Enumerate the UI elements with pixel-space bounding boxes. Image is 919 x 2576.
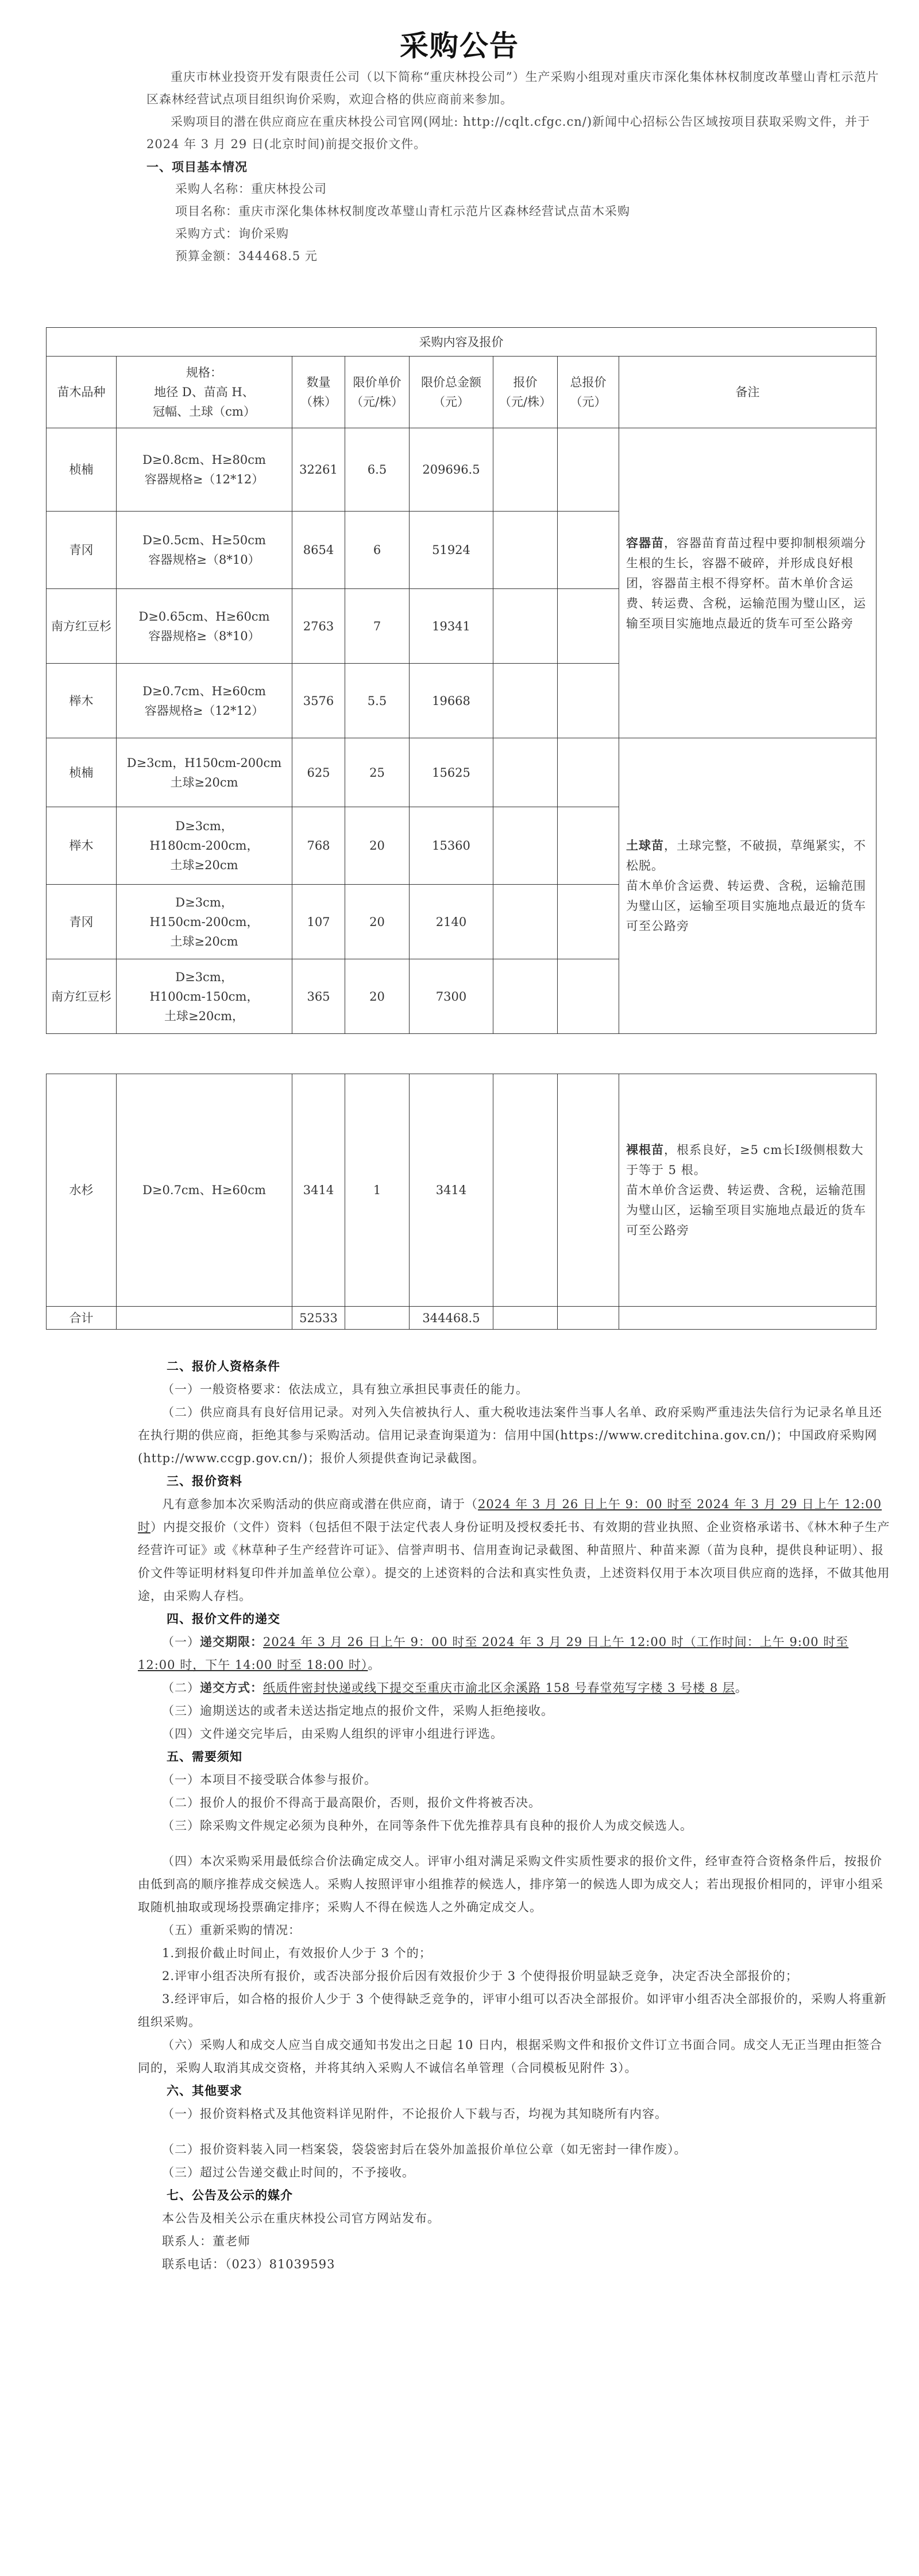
project-name: 项目名称：重庆市深化集体林权制度改革璧山青杠示范片区森林经营试点苗木采购 (175, 204, 630, 218)
cell-unit: 1 (345, 1074, 410, 1307)
section-heading-6: 六、其他要求 (167, 2083, 242, 2098)
intro-paragraph-1: 重庆市林业投资开发有限责任公司（以下简称“重庆林投公司”）生产采购小组现对重庆市深化集体林权制度改革璧山青杠示范片区森林经营试点项目组织询价采购，欢迎合格的供应商前来参加。 (146, 70, 879, 106)
remark-soil-text: ，土球完整，不破损，草绳紧实，不松脱。 苗木单价含运费、转运费、含税，运输范围为璧山区，运输至项目实施地点最近的货车可至公路旁 (626, 839, 866, 933)
table-sum-row (47, 1307, 876, 1330)
remark-container-seedling (619, 428, 876, 738)
qualification-2: （二）供应商具有良好信用记录。对列入失信被执行人、重大税收违法案件当事人名单、政府采购严重违法失信行为记录名单且还在执行期的供应商，拒绝其参与采购活动。信用记录查询渠道为：信用中国(https://www.creditchina.gov.cn/)；中国政府采购网(http://www.ccgp.gov.cn/)；报价人须提供查询记录截图。 (138, 1405, 882, 1465)
remark-bare-root-seedling (619, 1074, 876, 1307)
cell-offer-unit[interactable] (493, 664, 558, 738)
cell-unit: 6.5 (345, 428, 410, 512)
cell-total: 51924 (410, 512, 493, 589)
intro-section (146, 66, 887, 268)
cell-spec: D≥0.8cm、H≥80cm 容器规格≥（12*12） (117, 428, 292, 512)
cell-spec: D≥3cm， H180cm-200cm， 土球≥20cm (117, 807, 292, 885)
cell-offer-unit[interactable] (493, 428, 558, 512)
cell-spec: D≥0.5cm、H≥50cm 容器规格≥（8*10） (117, 512, 292, 589)
table-row (47, 1074, 876, 1307)
body-section (138, 1355, 890, 2276)
remark-container-text: ，容器苗育苗过程中要抑制根须端分生根的生长，容器不破碎，并形成良好根团，容器苗主根不得穿杯。苗木单价含运费、转运费、含税，运输范围为璧山区，运输至项目实施地点最近的货车可至公路旁 (626, 536, 866, 630)
cell-offer-total[interactable] (558, 738, 619, 807)
qualification-1: （一）一般资格要求：依法成立，具有独立承担民事责任的能力。 (162, 1382, 528, 1396)
cell-qty: 8654 (292, 512, 345, 589)
header-offer-total: 总报价 （元） (558, 357, 619, 428)
cell-unit: 6 (345, 512, 410, 589)
table-row (47, 738, 876, 807)
notice-5-item-1: 1.到报价截止时间止，有效报价人少于 3 个的； (162, 1946, 432, 1960)
cell-total: 2140 (410, 885, 493, 959)
media-notice: 本公告及相关公示在重庆林投公司官方网站发布。 (162, 2211, 440, 2225)
other-1: （一）报价资料格式及其他资料详见附件，不论报价人下载与否，均视为其知晓所有内容。 (162, 2107, 667, 2121)
other-2: （二）报价资料装入同一档案袋，袋袋密封后在袋外加盖报价单位公章（如无密封一律作废）。 (162, 2143, 687, 2156)
cell-offer-total[interactable] (558, 959, 619, 1034)
section-heading-7: 七、公告及公示的媒介 (167, 2188, 293, 2202)
header-remark: 备注 (619, 357, 876, 428)
cell-qty: 625 (292, 738, 345, 807)
remark-bare-label: 裸根苗 (626, 1142, 664, 1157)
submission-review: （四）文件递交完毕后，由采购人组织的评审小组进行评选。 (162, 1727, 503, 1741)
cell-spec: D≥0.7cm、H≥60cm 容器规格≥（12*12） (117, 664, 292, 738)
section-heading-2: 二、报价人资格条件 (167, 1359, 280, 1373)
cell-offer-total[interactable] (558, 885, 619, 959)
cell-offer-total[interactable] (558, 428, 619, 512)
cell-spec: D≥3cm，H150cm-200cm 土球≥20cm (117, 738, 292, 807)
procurement-table-continued (46, 1074, 876, 1330)
cell-spec: D≥0.65cm、H≥60cm 容器规格≥（8*10） (117, 589, 292, 664)
cell-offer-unit[interactable] (493, 807, 558, 885)
section-heading-1: 一、项目基本情况 (146, 160, 248, 174)
cell-qty: 3414 (292, 1074, 345, 1307)
cell-species: 桢楠 (47, 428, 117, 512)
header-spec: 规格： 地径 D、苗高 H、 冠幅、土球（cm） (117, 357, 292, 428)
notice-5: （五）重新采购的情况： (162, 1923, 301, 1937)
submission-method: （二）递交方式：纸质件密封快递或线下提交至重庆市渝北区余溪路 158 号春堂苑写字楼 3 号楼 8 层。 (162, 1680, 748, 1695)
notice-1: （一）本项目不接受联合体参与报价。 (162, 1773, 377, 1787)
remark-container-label: 容器苗 (626, 535, 664, 550)
cell-total: 19341 (410, 589, 493, 664)
notice-5-item-3: 3.经评审后，如合格的报价人少于 3 个使得缺乏竞争的，评审小组可以否决全部报价。如评审小组否决全部报价的，采购人将重新组织采购。 (138, 1992, 887, 2029)
cell-species: 水杉 (47, 1074, 117, 1307)
cell-qty: 365 (292, 959, 345, 1034)
cell-qty: 768 (292, 807, 345, 885)
cell-species: 榉木 (47, 664, 117, 738)
cell-qty: 107 (292, 885, 345, 959)
section-heading-4: 四、报价文件的递交 (167, 1612, 280, 1626)
cell-unit: 25 (345, 738, 410, 807)
intro-paragraph-2: 采购项目的潜在供应商应在重庆林投公司官网(网址: http://cqlt.cfgc.cn/)新闻中心招标公告区域按项目获取采购文件，并于 2024 年 3 月 29 日(北京时间)前提交报价文件。 (146, 115, 871, 151)
notice-2: （二）报价人的报价不得高于最高限价，否则，报价文件将被否决。 (162, 1796, 541, 1810)
cell-total: 15360 (410, 807, 493, 885)
materials-paragraph: 凡有意参加本次采购活动的供应商或潜在供应商，请于（2024 年 3 月 26 日上午 9：00 时至 2024 年 3 月 29 日上午 12:00 时）内提交报价（文件）资料（包括但不限于法定代表人身份证明及授权委托书、有效期的营业执照、企业资格承诺书、《林木种子生产经营许可证》或《林草种子生产经营许可证》、信誉声明书、信用查询记录截图、种苗照片、种苗来源（苗为良种，提供良种证明）、报价文件等证明材料复印件并加盖单位公章）。提交的上述资料的合法和真实性负责，上述资料仅用于本次项目供应商的选择，不做其他用途，由采购人存档。 (138, 1497, 890, 1603)
cell-unit: 20 (345, 959, 410, 1034)
cell-spec: D≥0.7cm、H≥60cm (117, 1074, 292, 1307)
cell-qty: 2763 (292, 589, 345, 664)
contact-person: 联系人：董老师 (162, 2234, 250, 2248)
remark-bare-text: ，根系良好，≥5 cm长Ⅰ级侧根数大于等于 5 根。 苗木单价含运费、转运费、含税，运输范围为璧山区，运输至项目实施地点最近的货车可至公路旁 (626, 1143, 866, 1237)
cell-unit: 5.5 (345, 664, 410, 738)
procurement-table (46, 327, 876, 1034)
cell-unit: 20 (345, 807, 410, 885)
notice-4: （四）本次采购采用最低综合价法确定成交人。评审小组对满足采购文件实质性要求的报价文件，经审查符合资格条件后，按报价由低到高的顺序推荐成交候选人。采购人按照评审小组推荐的候选人，排序第一的候选人即为成交人；若出现报价相同的，评审小组采取随机抽取或现场投票确定排序；采购人不得在候选人之外确定成交人。 (138, 1854, 883, 1914)
notice-3: （三）除采购文件规定必须为良种外，在同等条件下优先推荐具有良种的报价人为成交候选人。 (162, 1819, 693, 1833)
notice-6: （六）采购人和成交人应当自成交通知书发出之日起 10 日内，根据采购文件和报价文件订立书面合同。成交人无正当理由拒签合同的，采购人取消其成交资格，并将其纳入采购人不诚信名单管理（合同模板见附件 3）。 (138, 2038, 883, 2075)
buyer-name: 采购人名称：重庆林投公司 (175, 182, 327, 196)
sum-total: 344468.5 (410, 1307, 493, 1330)
budget-amount: 预算金额：344468.5 元 (175, 249, 318, 263)
cell-offer-unit[interactable] (493, 1074, 558, 1307)
cell-total: 209696.5 (410, 428, 493, 512)
contact-phone: 联系电话：（023）81039593 (162, 2257, 335, 2271)
header-qty: 数量 （株） (292, 357, 345, 428)
cell-offer-total[interactable] (558, 1074, 619, 1307)
cell-species: 青冈 (47, 885, 117, 959)
cell-unit: 20 (345, 885, 410, 959)
procurement-method: 采购方式：询价采购 (175, 227, 289, 241)
cell-qty: 32261 (292, 428, 345, 512)
cell-spec: D≥3cm， H150cm-200cm， 土球≥20cm (117, 885, 292, 959)
header-total-limit: 限价总金额 （元） (410, 357, 493, 428)
header-unit-limit: 限价单价 （元/株） (345, 357, 410, 428)
cell-total: 15625 (410, 738, 493, 807)
sum-qty: 52533 (292, 1307, 345, 1330)
cell-offer-total[interactable] (558, 512, 619, 589)
cell-unit: 7 (345, 589, 410, 664)
cell-offer-unit[interactable] (493, 885, 558, 959)
remark-soil-seedling (619, 738, 876, 1034)
submission-deadline: （一）递交期限：2024 年 3 月 26 日上午 9：00 时至 2024 年 3 月 29 日上午 12:00 时（工作时间：上午 9:00 时至 12:00 时，下午 14:00 时至 18:00 时）。 (138, 1634, 849, 1672)
other-3: （三）超过公告递交截止时间的，不予接收。 (162, 2166, 415, 2179)
cell-species: 桢楠 (47, 738, 117, 807)
cell-total: 7300 (410, 959, 493, 1034)
cell-offer-unit[interactable] (493, 512, 558, 589)
table-caption: 采购内容及报价 (47, 328, 876, 357)
cell-species: 南方红豆杉 (47, 589, 117, 664)
cell-offer-total[interactable] (558, 807, 619, 885)
sum-label: 合计 (47, 1307, 117, 1330)
section-heading-3: 三、报价资料 (167, 1474, 242, 1488)
cell-offer-unit[interactable] (493, 738, 558, 807)
page-title: 采购公告 (400, 29, 519, 63)
cell-offer-total[interactable] (558, 589, 619, 664)
cell-offer-unit[interactable] (493, 589, 558, 664)
header-offer-unit: 报价 （元/株） (493, 357, 558, 428)
cell-total: 19668 (410, 664, 493, 738)
section-heading-5: 五、需要须知 (167, 1749, 242, 1764)
cell-offer-total[interactable] (558, 664, 619, 738)
remark-soil-label: 土球苗 (626, 838, 664, 853)
submission-late: （三）逾期送达的或者未送达指定地点的报价文件，采购人拒绝接收。 (162, 1704, 554, 1718)
cell-species: 青冈 (47, 512, 117, 589)
cell-offer-unit[interactable] (493, 959, 558, 1034)
cell-species: 榉木 (47, 807, 117, 885)
cell-spec: D≥3cm， H100cm-150cm， 土球≥20cm， (117, 959, 292, 1034)
header-species: 苗木品种 (47, 357, 117, 428)
materials-deadline: 2024 年 3 月 26 日上午 9：00 时至 2024 年 3 月 29 日上午 12:00 时 (138, 1497, 882, 1534)
cell-qty: 3576 (292, 664, 345, 738)
cell-species: 南方红豆杉 (47, 959, 117, 1034)
table-row (47, 428, 876, 512)
notice-5-item-2: 2.评审小组否决所有报价，或否决部分报价后因有效报价少于 3 个使得报价明显缺乏竞争，决定否决全部报价的； (162, 1969, 798, 1983)
cell-total: 3414 (410, 1074, 493, 1307)
